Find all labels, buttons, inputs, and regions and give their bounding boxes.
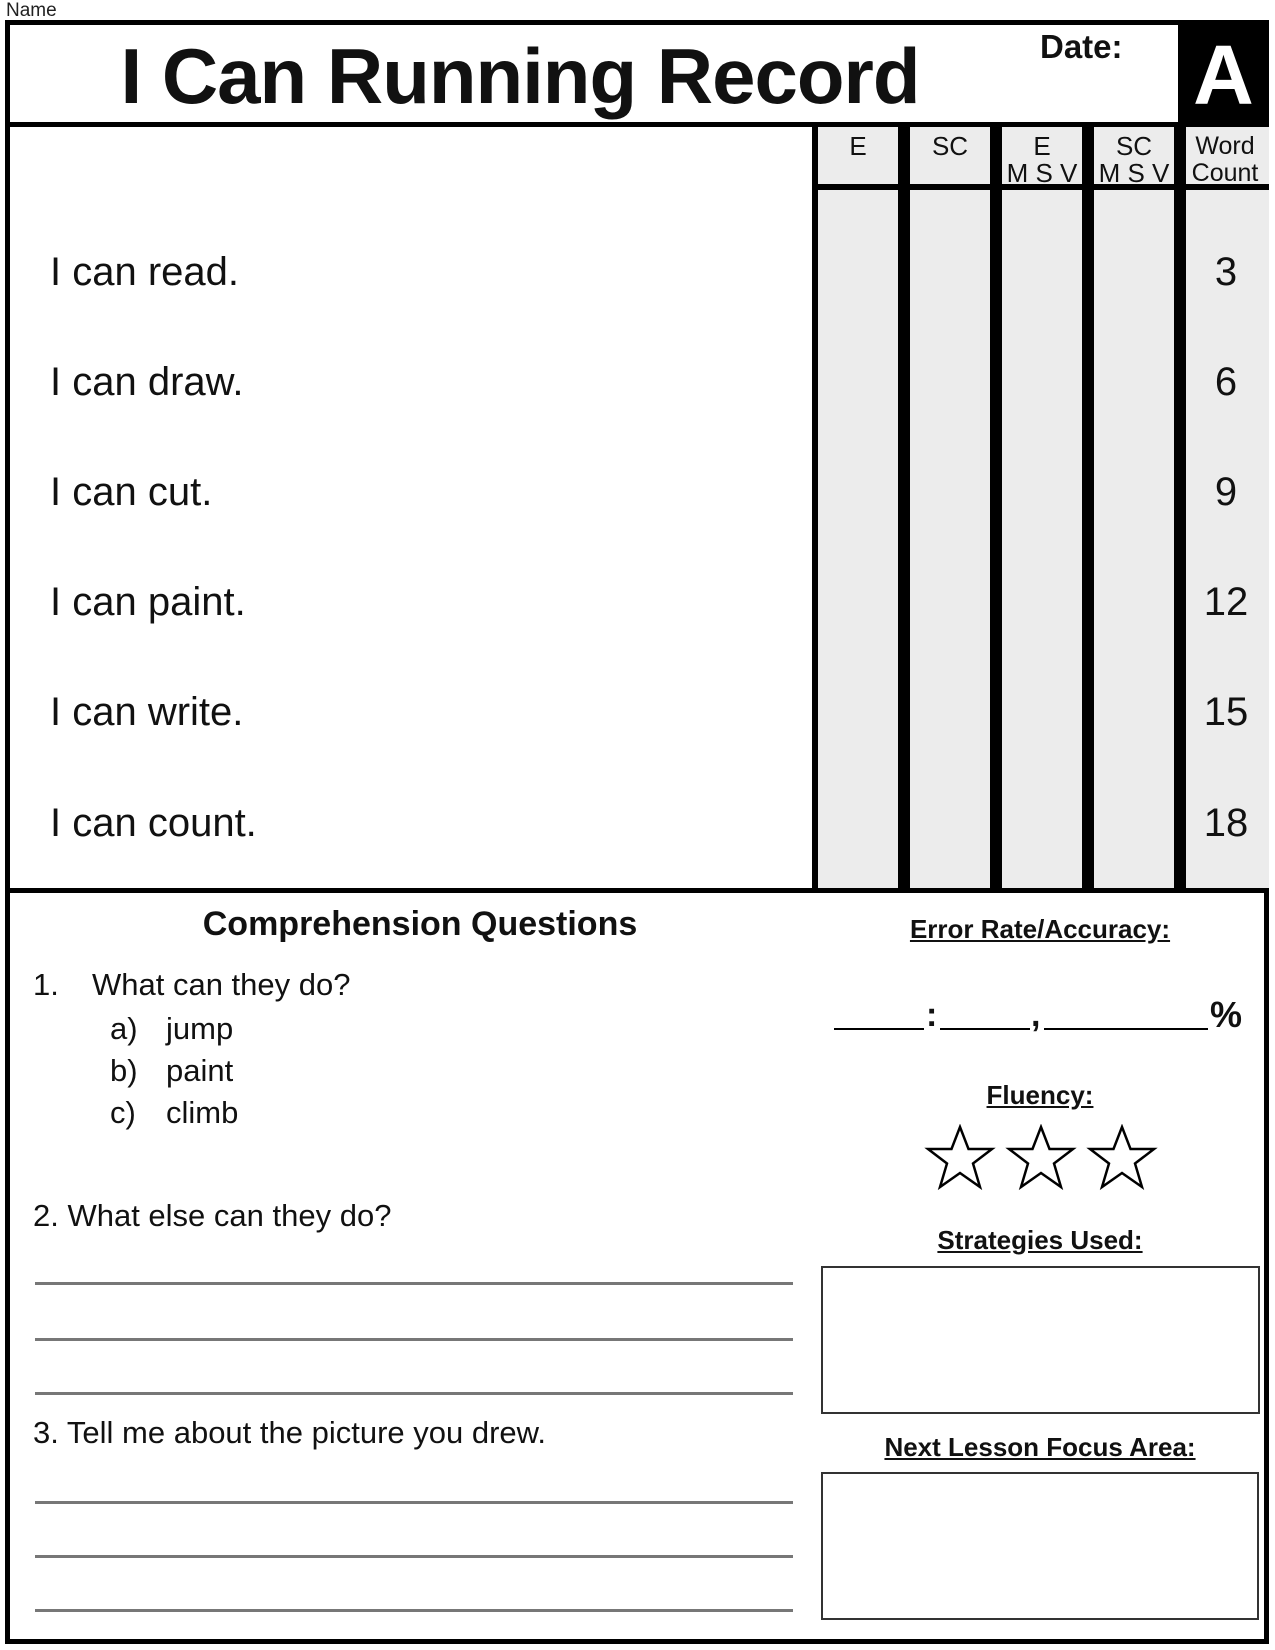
sentence-line: I can write.	[50, 690, 244, 734]
answer-line[interactable]	[35, 1392, 793, 1395]
option-letter: c)	[110, 1095, 136, 1130]
sentence-line: I can draw.	[50, 360, 244, 404]
column-header-e-msv: E M S V	[1006, 131, 1078, 188]
word-count-value: 3	[1214, 250, 1238, 294]
option-text: climb	[166, 1095, 239, 1130]
word-count-value: 15	[1203, 690, 1249, 734]
option-text: paint	[166, 1053, 234, 1088]
fluency-star-icon[interactable]	[1002, 1124, 1080, 1192]
question-1-number: 1.	[33, 967, 59, 1002]
option-letter: a)	[110, 1011, 138, 1046]
level-badge: A	[1178, 23, 1269, 127]
fluency-star-icon[interactable]	[1083, 1124, 1161, 1192]
error-rate-blank[interactable]	[834, 1028, 924, 1030]
question-3: 3. Tell me about the picture you drew.	[33, 1415, 546, 1450]
column-header-sc-msv: SC M S V	[1098, 131, 1170, 188]
word-count-value: 18	[1203, 801, 1249, 845]
column-header-word-count: Word Count	[1191, 132, 1259, 187]
column-errors	[812, 127, 904, 888]
ratio-comma: ,	[1031, 996, 1041, 1034]
strategies-box[interactable]	[821, 1266, 1260, 1414]
sentence-line: I can count.	[50, 801, 257, 845]
answer-line[interactable]	[35, 1609, 793, 1612]
answer-line[interactable]	[35, 1338, 793, 1341]
comprehension-title: Comprehension Questions	[202, 905, 638, 943]
error-rate-label: Error Rate/Accuracy:	[909, 914, 1171, 944]
percent-sign: %	[1210, 994, 1243, 1035]
answer-line[interactable]	[35, 1282, 793, 1285]
column-sc-msv	[1088, 127, 1180, 888]
column-self-corrections	[904, 127, 996, 888]
ratio-colon: :	[926, 996, 938, 1034]
answer-line[interactable]	[35, 1501, 793, 1504]
next-lesson-label: Next Lesson Focus Area:	[884, 1432, 1196, 1462]
error-rate-blank[interactable]	[940, 1028, 1030, 1030]
option-letter: b)	[110, 1053, 138, 1088]
column-header-e: E	[849, 131, 867, 161]
word-count-value: 12	[1203, 580, 1249, 624]
sentence-line: I can cut.	[50, 470, 213, 514]
next-lesson-box[interactable]	[821, 1472, 1259, 1620]
sentence-line: I can read.	[50, 250, 240, 294]
fluency-star-icon[interactable]	[921, 1124, 999, 1192]
word-count-value: 6	[1214, 360, 1238, 404]
section-divider	[5, 888, 1269, 893]
question-2: 2. What else can they do?	[33, 1198, 392, 1233]
word-count-value: 9	[1214, 470, 1238, 514]
column-errors-msv	[996, 127, 1088, 888]
sentence-line: I can paint.	[50, 580, 246, 624]
option-text: jump	[166, 1011, 234, 1046]
strategies-label: Strategies Used:	[937, 1225, 1143, 1255]
fluency-label: Fluency:	[986, 1080, 1094, 1110]
date-label: Date:	[1040, 28, 1123, 65]
accuracy-blank[interactable]	[1044, 1028, 1208, 1030]
page-title: I Can Running Record	[120, 32, 920, 120]
question-1-text: What can they do?	[92, 967, 351, 1002]
column-header-sc: SC	[931, 131, 969, 161]
answer-line[interactable]	[35, 1555, 793, 1558]
name-label: Name	[6, 0, 57, 21]
